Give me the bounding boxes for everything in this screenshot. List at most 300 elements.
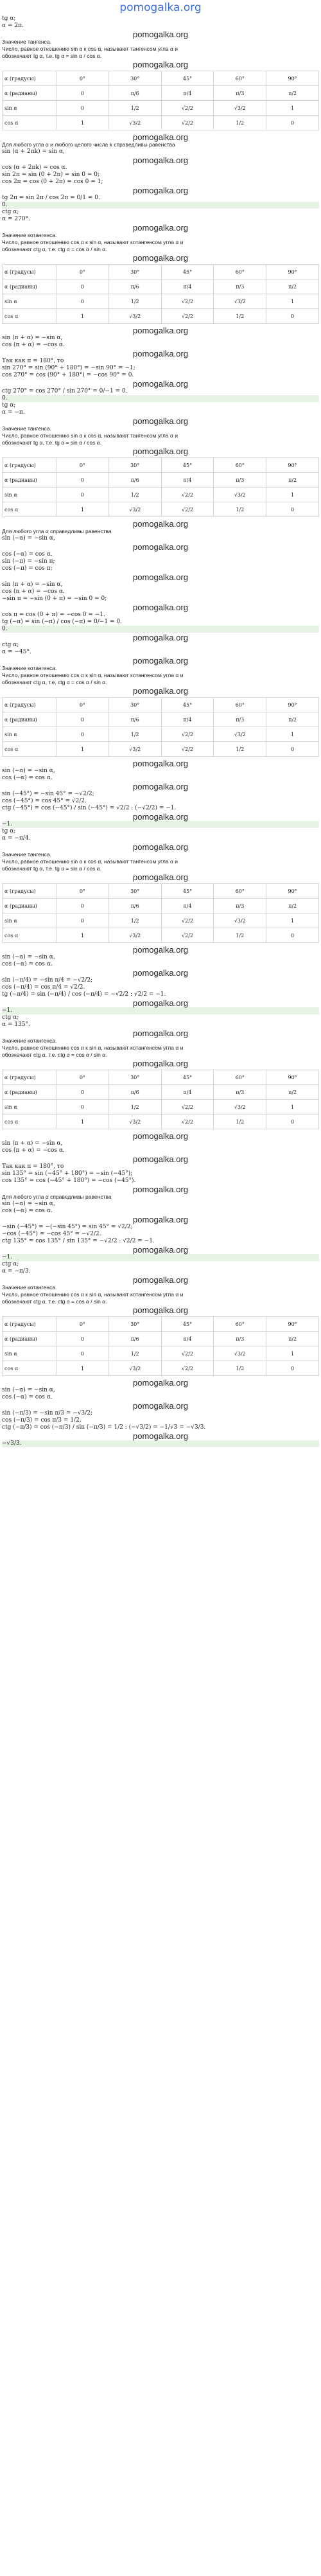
text-line: cos (−α) = cos α. bbox=[2, 775, 53, 781]
table-cell: √3/2 bbox=[214, 1346, 266, 1361]
table-cell: π/2 bbox=[266, 1085, 319, 1100]
table-cell: π/4 bbox=[161, 712, 214, 727]
watermark-text: pomogalka.org bbox=[133, 1028, 188, 1038]
table-cell: 1 bbox=[266, 913, 319, 928]
watermark-text: pomogalka.org bbox=[133, 1305, 188, 1315]
table-cell: √3/2 bbox=[108, 502, 161, 517]
answer-line: −√3/3. bbox=[2, 1440, 319, 1447]
watermark-text: pomogalka.org bbox=[133, 603, 188, 612]
table-cell: √3/2 bbox=[108, 1115, 161, 1129]
table-cell: 1 bbox=[56, 928, 109, 943]
trig-values-table bbox=[2, 883, 319, 943]
table-cell: π/2 bbox=[266, 473, 319, 488]
table-cell: 0 bbox=[266, 1361, 319, 1376]
watermark bbox=[2, 998, 319, 1007]
text-line: cos (α + 2πk) = cos α. bbox=[2, 164, 67, 171]
row-label: α (градусы) bbox=[3, 1070, 56, 1085]
table-cell: √2/2 bbox=[161, 727, 214, 742]
watermark bbox=[2, 1059, 319, 1068]
text-line: ctg α; bbox=[2, 1014, 19, 1021]
table-row-sin bbox=[3, 1100, 319, 1115]
watermark bbox=[2, 542, 319, 551]
watermark-text: pomogalka.org bbox=[133, 1059, 188, 1068]
row-label: α (радианы) bbox=[3, 279, 56, 294]
watermark-text: pomogalka.org bbox=[133, 186, 188, 195]
table-cell: 45° bbox=[161, 698, 214, 712]
watermark-text: pomogalka.org bbox=[133, 30, 188, 39]
table-cell: 1 bbox=[266, 1100, 319, 1115]
watermark bbox=[2, 1401, 319, 1410]
table-cell: π/4 bbox=[161, 473, 214, 488]
watermark bbox=[2, 572, 319, 581]
table-cell: 1/2 bbox=[108, 1346, 161, 1361]
table-cell: √2/2 bbox=[161, 101, 214, 116]
table-cell: 0° bbox=[56, 884, 109, 899]
table-cell: 90° bbox=[266, 71, 319, 86]
text-line: Значение котангенса. bbox=[2, 1284, 57, 1291]
watermark bbox=[2, 379, 319, 388]
watermark bbox=[2, 812, 319, 821]
text-line: α = −π. bbox=[2, 409, 25, 416]
watermark-text: pomogalka.org bbox=[133, 1401, 188, 1411]
table-cell: 0 bbox=[56, 101, 109, 116]
table-cell: 1 bbox=[56, 742, 109, 757]
table-cell: π/6 bbox=[108, 1332, 161, 1346]
watermark bbox=[2, 223, 319, 232]
table-cell: 30° bbox=[108, 71, 161, 86]
row-label: α (градусы) bbox=[3, 1317, 56, 1332]
watermark bbox=[2, 30, 319, 39]
table-cell: 60° bbox=[214, 71, 266, 86]
text-line: tg 2π = sin 2π / cos 2π = 0/1 = 0. bbox=[2, 195, 100, 201]
watermark bbox=[2, 1305, 319, 1314]
table-cell: √2/2 bbox=[161, 502, 214, 517]
table-cell: 90° bbox=[266, 1317, 319, 1332]
text-line: обозначают tg α, т.е. tg α = sin α / cos α. bbox=[2, 53, 101, 59]
table-cell: 1/2 bbox=[108, 488, 161, 502]
table-row-cos bbox=[3, 1361, 319, 1376]
watermark-text: pomogalka.org bbox=[133, 542, 188, 552]
table-cell: 1/2 bbox=[214, 1115, 266, 1129]
text-line: ctg α; bbox=[2, 1261, 19, 1267]
table-cell: 1 bbox=[56, 502, 109, 517]
text-line: Число, равное отношению sin α к cos α, называют тангенсом угла α и bbox=[2, 432, 178, 439]
row-label: α (радианы) bbox=[3, 86, 56, 101]
text-line: tg α; bbox=[2, 15, 16, 22]
watermark-text: pomogalka.org bbox=[133, 416, 188, 426]
table-cell: 0 bbox=[56, 712, 109, 727]
row-label: sin α bbox=[3, 1346, 56, 1361]
table-cell: 0° bbox=[56, 458, 109, 473]
watermark-text: pomogalka.org bbox=[133, 633, 188, 642]
text-line: cos (−α) = cos α. bbox=[2, 1208, 53, 1214]
text-line: ctg 135° = cos 135° / sin 135° = −√2/2 : √2/2 = −1. bbox=[2, 1238, 155, 1244]
watermark-text: pomogalka.org bbox=[133, 1275, 188, 1285]
table-cell: π/6 bbox=[108, 279, 161, 294]
table-cell: π/3 bbox=[214, 1332, 266, 1346]
table-cell: 1/2 bbox=[214, 1361, 266, 1376]
table-cell: 1 bbox=[266, 101, 319, 116]
table-cell: √3/2 bbox=[214, 1100, 266, 1115]
table-row-degrees bbox=[3, 71, 319, 86]
text-line: Так как π = 180°, то bbox=[2, 1163, 64, 1170]
watermark bbox=[2, 1131, 319, 1140]
site-header bbox=[0, 0, 321, 15]
table-row-cos bbox=[3, 928, 319, 943]
site-logo[interactable]: pomogalka.org bbox=[119, 1, 202, 14]
text-line: sin (−π/4) = −sin π/4 = −√2/2; bbox=[2, 977, 93, 984]
table-cell: 45° bbox=[161, 458, 214, 473]
table-cell: 0 bbox=[56, 1332, 109, 1346]
row-label: cos α bbox=[3, 502, 56, 517]
text-line: sin (π + α) = −sin α, bbox=[2, 581, 63, 588]
row-label: sin α bbox=[3, 101, 56, 116]
trig-values-table bbox=[2, 1316, 319, 1376]
table-cell: 1/2 bbox=[214, 928, 266, 943]
watermark bbox=[2, 1378, 319, 1387]
text-line: −sin π = −sin (0 + π) = −sin 0 = 0; bbox=[2, 595, 107, 602]
text-line: cos (π + α) = −cos α. bbox=[2, 1147, 65, 1154]
text-line: α = 270°. bbox=[2, 216, 30, 222]
watermark-text: pomogalka.org bbox=[133, 945, 188, 955]
text-line: Значение тангенса. bbox=[2, 39, 51, 45]
text-line: α = −π/4. bbox=[2, 835, 31, 842]
watermark bbox=[2, 782, 319, 791]
text-line: Число, равное отношению cos α к sin α, называют котангенсом угла α и bbox=[2, 672, 184, 678]
table-cell: √3/2 bbox=[214, 294, 266, 309]
table-cell: π/6 bbox=[108, 1085, 161, 1100]
text-line: sin 270° = sin (90° + 180°) = −sin 90° = −1; bbox=[2, 365, 135, 371]
table-cell: π/3 bbox=[214, 899, 266, 913]
table-cell: 0 bbox=[56, 899, 109, 913]
table-row-radians bbox=[3, 1332, 319, 1346]
watermark bbox=[2, 1431, 319, 1440]
table-cell: 0 bbox=[56, 488, 109, 502]
row-label: α (градусы) bbox=[3, 458, 56, 473]
text-line: sin (α + 2πk) = sin α, bbox=[2, 148, 65, 155]
table-cell: π/4 bbox=[161, 899, 214, 913]
text-line: cos (π + α) = −cos α. bbox=[2, 342, 65, 348]
table-cell: 1/2 bbox=[108, 101, 161, 116]
table-cell: 90° bbox=[266, 698, 319, 712]
table-cell: √2/2 bbox=[161, 1346, 214, 1361]
watermark-text: pomogalka.org bbox=[133, 1245, 188, 1255]
text-line: Значение тангенса. bbox=[2, 851, 51, 858]
text-line: cos (−π/4) = cos π/4 = √2/2. bbox=[2, 984, 85, 991]
text-line: −sin (−45°) = −(−sin 45°) = sin 45° = √2/2; bbox=[2, 1224, 133, 1230]
answer-line: −1. bbox=[2, 1007, 319, 1014]
table-cell: 30° bbox=[108, 1317, 161, 1332]
text-line: sin (−α) = −sin α, bbox=[2, 1201, 55, 1207]
watermark-text: pomogalka.org bbox=[133, 155, 188, 165]
table-cell: π/2 bbox=[266, 279, 319, 294]
answer-line: 0. bbox=[2, 202, 319, 209]
table-cell: π/4 bbox=[161, 279, 214, 294]
watermark bbox=[2, 656, 319, 665]
text-line: −cos (−45°) = −cos 45° = −√2/2. bbox=[2, 1231, 101, 1237]
row-label: α (радианы) bbox=[3, 1085, 56, 1100]
solution-block bbox=[2, 642, 319, 828]
table-cell: 0 bbox=[56, 1085, 109, 1100]
table-cell: 0 bbox=[266, 309, 319, 324]
watermark bbox=[2, 519, 319, 528]
text-line: cos (−π) = cos π; bbox=[2, 565, 53, 572]
table-cell: π/3 bbox=[214, 86, 266, 101]
row-label: cos α bbox=[3, 1361, 56, 1376]
table-cell: √3/2 bbox=[108, 1361, 161, 1376]
table-cell: √3/2 bbox=[214, 727, 266, 742]
row-label: α (радианы) bbox=[3, 899, 56, 913]
table-cell: 1 bbox=[266, 727, 319, 742]
text-line: sin (−α) = −sin α, bbox=[2, 535, 55, 542]
row-label: α (градусы) bbox=[3, 884, 56, 899]
solution-block bbox=[2, 402, 319, 642]
text-line: ctg (−π/3) = cos (−π/3) / sin (−π/3) = 1/2 : (−√3/2) = −1/√3 = −√3/3. bbox=[2, 1424, 206, 1431]
text-line: α = 135°. bbox=[2, 1021, 30, 1028]
row-label: cos α bbox=[3, 928, 56, 943]
table-cell: 90° bbox=[266, 1070, 319, 1085]
watermark bbox=[2, 1245, 319, 1254]
row-label: sin α bbox=[3, 488, 56, 502]
watermark bbox=[2, 968, 319, 977]
row-label: α (радианы) bbox=[3, 473, 56, 488]
table-row-cos bbox=[3, 502, 319, 517]
table-cell: 0° bbox=[56, 265, 109, 279]
table-cell: 60° bbox=[214, 884, 266, 899]
row-label: cos α bbox=[3, 1115, 56, 1129]
table-cell: 30° bbox=[108, 458, 161, 473]
watermark-text: pomogalka.org bbox=[133, 519, 188, 529]
trig-values-table bbox=[2, 264, 319, 324]
table-cell: 1 bbox=[56, 116, 109, 130]
watermark bbox=[2, 1154, 319, 1163]
watermark bbox=[2, 1185, 319, 1194]
watermark bbox=[2, 759, 319, 768]
watermark-text: pomogalka.org bbox=[133, 446, 188, 456]
text-line: cos 2π = cos (0 + 2π) = cos 0 = 1; bbox=[2, 179, 103, 185]
text-line: Так как π = 180°, то bbox=[2, 358, 64, 364]
table-cell: 0 bbox=[56, 727, 109, 742]
watermark-text: pomogalka.org bbox=[133, 1131, 188, 1141]
text-line: cos (−α) = cos α. bbox=[2, 961, 53, 967]
text-line: Число, равное отношению cos α к sin α, называют котангенсом угла α и bbox=[2, 1291, 184, 1298]
table-cell: 60° bbox=[214, 1070, 266, 1085]
watermark-text: pomogalka.org bbox=[133, 1154, 188, 1164]
watermark bbox=[2, 686, 319, 695]
table-cell: √2/2 bbox=[161, 742, 214, 757]
text-line: sin 2π = sin (0 + 2π) = sin 0 = 0; bbox=[2, 172, 100, 178]
table-cell: 45° bbox=[161, 71, 214, 86]
watermark-text: pomogalka.org bbox=[133, 812, 188, 822]
text-line: ctg 270° = cos 270° / sin 270° = 0/−1 = 0. bbox=[2, 388, 128, 394]
text-line: α = 2π. bbox=[2, 22, 24, 29]
table-cell: 1/2 bbox=[108, 727, 161, 742]
table-cell: 0 bbox=[266, 116, 319, 130]
watermark-text: pomogalka.org bbox=[133, 132, 188, 142]
table-cell: √3/2 bbox=[108, 309, 161, 324]
table-cell: √2/2 bbox=[161, 928, 214, 943]
text-line: Число, равное отношению cos α к sin α, называют котангенсом угла α и bbox=[2, 1045, 184, 1051]
text-line: ctg α; bbox=[2, 209, 19, 215]
table-cell: 0 bbox=[56, 1100, 109, 1115]
answer-line: −1. bbox=[2, 1254, 319, 1261]
table-cell: π/4 bbox=[161, 86, 214, 101]
table-cell: √3/2 bbox=[108, 742, 161, 757]
table-cell: 1 bbox=[56, 309, 109, 324]
table-cell: √3/2 bbox=[108, 928, 161, 943]
row-label: cos α bbox=[3, 742, 56, 757]
table-cell: 0 bbox=[266, 928, 319, 943]
row-label: α (градусы) bbox=[3, 265, 56, 279]
table-cell: √2/2 bbox=[161, 488, 214, 502]
table-cell: π/2 bbox=[266, 1332, 319, 1346]
table-row-degrees bbox=[3, 884, 319, 899]
solution-block bbox=[2, 828, 319, 1014]
table-cell: 60° bbox=[214, 458, 266, 473]
answer-line: 0. bbox=[2, 395, 319, 402]
watermark-text: pomogalka.org bbox=[133, 1378, 188, 1388]
text-line: sin 135° = sin (−45° + 180°) = −sin (−45°); bbox=[2, 1170, 133, 1177]
text-line: обозначают tg α, т.е. tg α = sin α / cos α. bbox=[2, 439, 101, 446]
table-cell: 30° bbox=[108, 884, 161, 899]
text-line: Значение котангенса. bbox=[2, 1037, 57, 1044]
table-cell: 0° bbox=[56, 698, 109, 712]
table-cell: π/6 bbox=[108, 712, 161, 727]
text-line: sin (−45°) = −sin 45° = −√2/2; bbox=[2, 791, 94, 797]
text-line: cos (−α) = cos α. bbox=[2, 551, 53, 558]
watermark bbox=[2, 945, 319, 954]
text-line: α = −π/3. bbox=[2, 1268, 31, 1275]
watermark-text: pomogalka.org bbox=[133, 1431, 188, 1441]
text-line: sin (−α) = −sin α, bbox=[2, 768, 55, 774]
row-label: α (радианы) bbox=[3, 1332, 56, 1346]
table-cell: π/4 bbox=[161, 1332, 214, 1346]
table-row-degrees bbox=[3, 458, 319, 473]
table-row-radians bbox=[3, 899, 319, 913]
table-cell: √2/2 bbox=[161, 913, 214, 928]
watermark bbox=[2, 1275, 319, 1284]
text-line: обозначают ctg α, т.е. ctg α = cos α / sin α. bbox=[2, 1052, 107, 1058]
watermark-text: pomogalka.org bbox=[133, 656, 188, 666]
trig-values-table bbox=[2, 457, 319, 517]
row-label: sin α bbox=[3, 294, 56, 309]
row-label: α (радианы) bbox=[3, 712, 56, 727]
trig-values-table bbox=[2, 697, 319, 757]
table-cell: π/3 bbox=[214, 473, 266, 488]
text-line: обозначают ctg α, т.е. ctg α = cos α / sin α. bbox=[2, 679, 107, 685]
table-cell: 45° bbox=[161, 1317, 214, 1332]
row-label: α (градусы) bbox=[3, 698, 56, 712]
watermark bbox=[2, 842, 319, 851]
table-cell: √3/2 bbox=[214, 101, 266, 116]
watermark-text: pomogalka.org bbox=[133, 842, 188, 852]
table-cell: 0 bbox=[266, 742, 319, 757]
row-label: α (градусы) bbox=[3, 71, 56, 86]
text-line: tg α; bbox=[2, 402, 16, 409]
watermark bbox=[2, 349, 319, 358]
table-cell: 30° bbox=[108, 698, 161, 712]
table-cell: 45° bbox=[161, 1070, 214, 1085]
table-row-cos bbox=[3, 1115, 319, 1129]
table-row-cos bbox=[3, 742, 319, 757]
table-cell: 90° bbox=[266, 265, 319, 279]
text-line: Для любого угла α и любого целого числа k справедливы равенства bbox=[2, 141, 175, 148]
table-cell: √2/2 bbox=[161, 1115, 214, 1129]
table-cell: 1 bbox=[266, 294, 319, 309]
watermark bbox=[2, 326, 319, 335]
solution-content bbox=[0, 15, 321, 1447]
table-cell: 1/2 bbox=[214, 502, 266, 517]
table-row-degrees bbox=[3, 698, 319, 712]
table-row-radians bbox=[3, 279, 319, 294]
table-cell: 1/2 bbox=[108, 294, 161, 309]
watermark-text: pomogalka.org bbox=[133, 60, 188, 69]
watermark bbox=[2, 633, 319, 642]
text-line: Число, равное отношению sin α к cos α, называют тангенсом угла α и bbox=[2, 46, 178, 52]
watermark bbox=[2, 253, 319, 262]
table-cell: √3/2 bbox=[214, 913, 266, 928]
text-line: Число, равное отношению sin α к cos α, называют тангенсом угла α и bbox=[2, 858, 178, 865]
trig-values-table bbox=[2, 1070, 319, 1129]
watermark-text: pomogalka.org bbox=[133, 1215, 188, 1224]
table-cell: 60° bbox=[214, 265, 266, 279]
text-line: Для любого угла α справедливы равенства bbox=[2, 528, 112, 534]
table-cell: 1 bbox=[56, 1115, 109, 1129]
text-line: ctg (−45°) = cos (−45°) / sin (−45°) = √2/2 : (−√2/2) = −1. bbox=[2, 805, 177, 811]
solution-block bbox=[2, 15, 319, 209]
watermark-text: pomogalka.org bbox=[133, 782, 188, 791]
table-cell: 0 bbox=[56, 913, 109, 928]
table-row-sin bbox=[3, 294, 319, 309]
table-row-degrees bbox=[3, 265, 319, 279]
text-line: cos (−π/3) = cos π/3 = 1/2. bbox=[2, 1417, 82, 1424]
table-cell: 0 bbox=[266, 1115, 319, 1129]
text-line: α = −45°. bbox=[2, 649, 31, 655]
watermark-text: pomogalka.org bbox=[133, 379, 188, 389]
text-line: tg α; bbox=[2, 828, 16, 834]
table-cell: π/4 bbox=[161, 1085, 214, 1100]
answer-line: −1. bbox=[2, 821, 319, 828]
table-cell: 0 bbox=[266, 502, 319, 517]
table-cell: √3/2 bbox=[214, 488, 266, 502]
text-line: sin (π + α) = −sin α, bbox=[2, 1140, 63, 1147]
watermark bbox=[2, 872, 319, 881]
table-row-radians bbox=[3, 86, 319, 101]
table-cell: 0 bbox=[56, 279, 109, 294]
watermark bbox=[2, 1028, 319, 1037]
watermark-text: pomogalka.org bbox=[133, 1185, 188, 1194]
table-cell: 0° bbox=[56, 1070, 109, 1085]
table-cell: √2/2 bbox=[161, 116, 214, 130]
table-cell: 90° bbox=[266, 458, 319, 473]
watermark-text: pomogalka.org bbox=[133, 759, 188, 768]
table-cell: 60° bbox=[214, 698, 266, 712]
table-cell: 1/2 bbox=[108, 913, 161, 928]
table-cell: π/6 bbox=[108, 86, 161, 101]
table-cell: π/6 bbox=[108, 899, 161, 913]
table-cell: 90° bbox=[266, 884, 319, 899]
watermark-text: pomogalka.org bbox=[133, 998, 188, 1008]
text-line: Для любого угла α справедливы равенства bbox=[2, 1194, 112, 1200]
trig-values-table bbox=[2, 71, 319, 130]
text-line: обозначают ctg α, т.е. ctg α = cos α / sin α. bbox=[2, 246, 107, 252]
table-cell: 45° bbox=[161, 884, 214, 899]
text-line: tg (−π/4) = sin (−π/4) / cos (−π/4) = −√2/2 : √2/2 = −1. bbox=[2, 991, 166, 998]
table-cell: 1/2 bbox=[214, 742, 266, 757]
table-cell: √2/2 bbox=[161, 1361, 214, 1376]
table-cell: 30° bbox=[108, 265, 161, 279]
table-cell: 0 bbox=[56, 294, 109, 309]
